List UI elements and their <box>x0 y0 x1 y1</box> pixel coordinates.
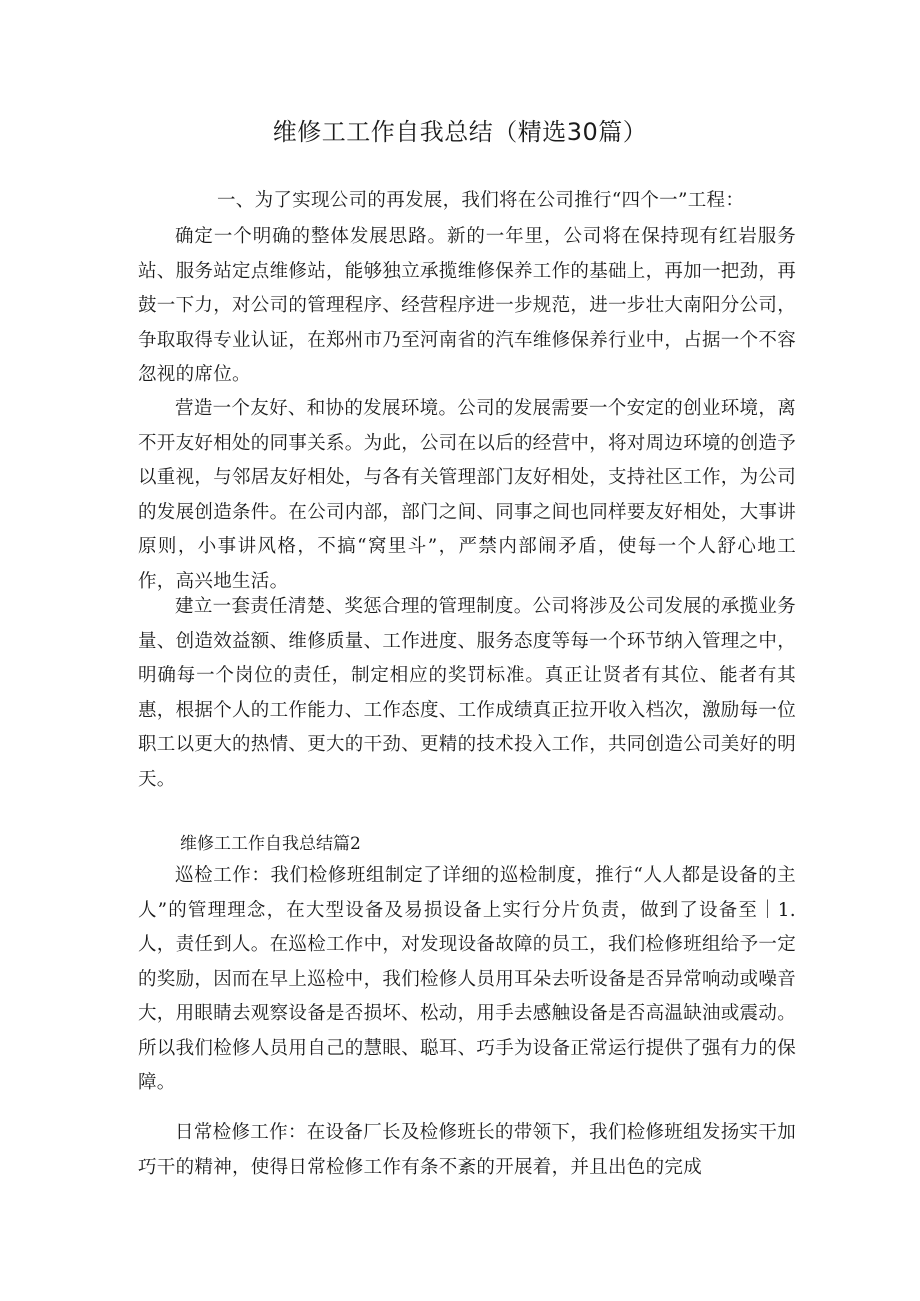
document-title: 维修工工作自我总结（精选30篇） <box>272 118 648 146</box>
intro-line: 一、为了实现公司的再发展，我们将在公司推行“四个一”工程： <box>217 190 745 211</box>
paragraph-management-system: 建立一套责任清楚、奖惩合理的管理制度。公司将涉及公司发展的承揽业务量、创造效益额、维修质量、工作进度、服务态度等每一个环节纳入管理之中，明确每一个岗位的责任，制定相应的奖罚标准。真正让贤者有其位、能者有其惠，根据个人的工作能力、工作态度、工作成绩真正拉开收入档次，激励每一位职工以更大的热情、更大的干劲、更精的技术投入工作，共同创造公司美好的明天。 <box>138 596 797 790</box>
paragraph-inspection: 巡检工作：我们检修班组制定了详细的巡检制度，推行“人人都是设备的主人”的管理理念，在大型设备及易损设备上实行分片负责，做到了设备至｜1.人，责任到人。在巡检工作中，对发现设备故障的员工，我们检修班组给予一定的奖励，因而在早上巡检中，我们检修人员用耳朵去听设备是否异常响动或噪音大，用眼睛去观察设备是否损坏、松动，用手去感触设备是否高温缺油或震动。所以我们检修人员用自己的慧眼、聪耳、巧手为设备正常运行提供了强有力的保障。 <box>138 865 797 1093</box>
paragraph-development-idea: 确定一个明确的整体发展思路。新的一年里，公司将在保持现有红岩服务站、服务站定点维修站，能够独立承揽维修保养工作的基础上，再加一把劲，再鼓一下力，对公司的管理程序、经营程序进一步规范，进一步壮大南阳分公司，争取取得专业认证，在郑州市乃至河南省的汽车维修保养行业中，占据一个不容忽视的席位。 <box>138 226 797 385</box>
section2-heading: 维修工工作自我总结篇2 <box>180 834 361 854</box>
paragraph-environment: 营造一个友好、和协的发展环境。公司的发展需要一个安定的创业环境，离不开友好相处的同事关系。为此，公司在以后的经营中，将对周边环境的创造予以重视，与邻居友好相处，与各有关管理部门友好相处，支持社区工作，为公司的发展创造条件。在公司内部，部门之间、同事之间也同样要友好相处，大事讲原则，小事讲风格，不搞“窝里斗”，严禁内部闹矛盾，使每一个人舒心地工作，高兴地生活。 <box>138 398 797 592</box>
paragraph-daily-maintenance: 日常检修工作：在设备厂长及检修班长的带领下，我们检修班组发扬实干加巧干的精神，使得日常检修工作有条不紊的开展着，并且出色的完成 <box>138 1122 796 1178</box>
